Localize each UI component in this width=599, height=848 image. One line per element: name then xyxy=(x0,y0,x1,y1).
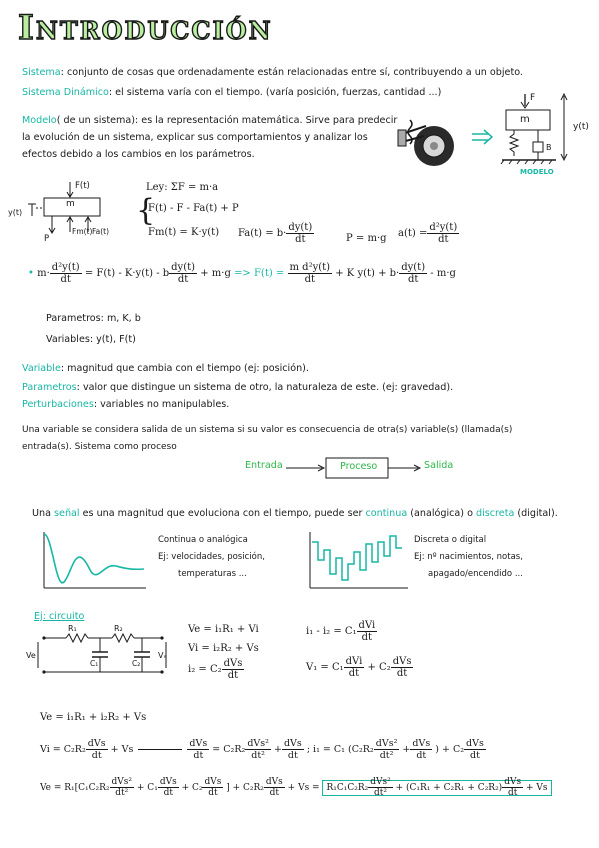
f3-frac-b1: $\frac{\text{dVs²}}{\text{dt²}}$ xyxy=(370,777,391,798)
f2-frac-e: $\frac{\text{dVs}}{dt}$ xyxy=(466,738,484,761)
circ-eq-5-lhs: V₁ = C₁ xyxy=(306,662,344,673)
rc-circuit-diagram xyxy=(36,624,168,682)
fbd-label-y: y(t) xyxy=(8,208,23,217)
f2-pmid: + xyxy=(402,744,411,755)
discreta-ej1: Ej: nº nacimientos, notas, xyxy=(414,552,523,562)
term-parametros: Parametros xyxy=(22,382,77,393)
f3-lhs: Ve = R₁[C₁C₂R₂ xyxy=(40,783,110,793)
f3-frac-b2: $\frac{\text{dVs}}{dt}$ xyxy=(504,777,522,798)
senal-definition xyxy=(32,507,558,520)
final-eq-1: Ve = i₁R₁ + i₂R₂ + Vs xyxy=(40,712,147,723)
circ-eq-3-frac: $\frac{\text{dVs}}{dt}$ xyxy=(223,658,243,681)
main-rhs-mid: + K y(t) + b· xyxy=(335,268,400,279)
continua-ej2: temperaturas ... xyxy=(178,569,247,579)
f2-long-arrow xyxy=(138,749,182,750)
f3-bmid: + (C₁R₁ + C₂R₁ + C₂R₂) xyxy=(395,783,503,793)
circuit-c1: C₁ xyxy=(90,659,99,668)
term-perturbaciones: Perturbaciones xyxy=(22,399,94,410)
f2-frac-r0: $\frac{\text{dVs}}{dt}$ xyxy=(189,738,208,761)
circ-eq-5-frac-2: $\frac{\text{dVs}}{dt}$ xyxy=(392,656,412,679)
text-sistema: : conjunto de cosas que ordenadamente están relacionadas entre sí, contribuyendo a un objeto. xyxy=(60,67,523,78)
main-rhs-tail: - m·g xyxy=(430,268,456,279)
f3-box-close xyxy=(549,780,552,796)
discreta-title: Discreta o digital xyxy=(414,535,487,545)
main-frac-3: $\frac{\text{m d²y(t)}}{dt}$ xyxy=(289,262,331,285)
def-modelo-3: efectos debido a los cambios en los parámetros. xyxy=(22,149,255,160)
circuit-title: Ej: circuito xyxy=(34,611,85,622)
circ-eq-4-lhs: i₁ - i₂ = C₁ xyxy=(306,626,357,637)
text-perturbaciones: : variables no manipulables. xyxy=(93,399,230,410)
variables-list: Variables: y(t), F(t) xyxy=(46,334,136,345)
def-salida-2: entrada(s). Sistema como proceso xyxy=(22,442,177,452)
implies-arrow xyxy=(470,128,496,148)
senal-analog: (analógica) o xyxy=(410,508,473,519)
f3-box: R₁C₁C₂R₂ xyxy=(326,783,369,793)
process-entrada: Entrada xyxy=(245,460,283,471)
model-label-f: F xyxy=(530,93,536,103)
newton-heading: Ley: ΣF = m·a xyxy=(146,182,219,193)
fa-lhs: Fa(t) = b· xyxy=(238,228,287,239)
circ-eq-4 xyxy=(306,620,377,643)
circuit-r1: R₁ xyxy=(68,624,77,633)
def-variable xyxy=(22,362,309,375)
f2-semi: ; i₁ = C₁ xyxy=(306,744,345,755)
fa-fraction: $\frac{dy(t)}{dt}$ xyxy=(288,222,313,245)
final-eq-3 xyxy=(40,777,552,798)
newton-a xyxy=(398,222,459,245)
main-equation xyxy=(28,262,456,285)
main-frac-2: $\frac{dy(t)}{dt}$ xyxy=(171,262,196,285)
f3-a: + C₁ xyxy=(136,783,158,793)
main-tail: + m·g xyxy=(200,268,231,279)
f2-frac-r1: $\frac{\text{dVs²}}{\text{dt²}}$ xyxy=(247,738,269,761)
f2-tail: + Vs xyxy=(110,744,134,755)
circ-eq-5-mid: + C₂ xyxy=(367,662,391,673)
f3-boxed-expression xyxy=(322,777,548,798)
fbd-label-m: m xyxy=(66,199,75,209)
main-mid: = F(t) - K·y(t) - b xyxy=(84,268,170,279)
f2-paren: (C₂R₂ xyxy=(348,744,374,755)
f2-frac-r2: $\frac{\text{dVs}}{dt}$ xyxy=(283,738,302,761)
circuit-ve: Ve xyxy=(26,651,36,660)
circ-eq-4-frac: $\frac{\text{dVi}}{dt}$ xyxy=(358,620,376,643)
main-rhs-lhs: F(t) = xyxy=(253,268,285,279)
fbd-label-p: P xyxy=(44,234,50,244)
f2-rmid: + xyxy=(273,744,282,755)
def-modelo-2: la evolución de un sistema, explicar sus comportamientos y analizar los xyxy=(22,132,368,143)
model-label-m: m xyxy=(520,114,530,125)
def-sistema xyxy=(22,66,523,79)
term-sistema: Sistema xyxy=(22,67,61,78)
main-frac-1: $\frac{\text{d²y(t)}}{dt}$ xyxy=(51,262,80,285)
f2-pend: ) + C₂ xyxy=(435,744,465,755)
f3-frac-1: $\frac{\text{dVs²}}{\text{dt²}}$ xyxy=(111,777,133,798)
continua-ej1: Ej: velocidades, posición, xyxy=(158,552,265,562)
text-modelo-1: ( de un sistema): es la representación matemática. Sirve para predecir xyxy=(56,115,398,126)
main-bullet: • xyxy=(28,268,34,279)
main-frac-4: $\frac{dy(t)}{dt}$ xyxy=(401,262,426,285)
process-salida: Salida xyxy=(424,460,454,471)
circ-eq-2: Vi = i₂R₂ + Vs xyxy=(188,643,259,654)
def-salida-1: Una variable se considera salida de un sistema si su valor es consecuencia de otra(s) variable(s) (llamada(s) xyxy=(22,425,513,435)
model-caption: MODELO xyxy=(520,168,554,176)
mass-spring-damper-model xyxy=(500,92,595,180)
text-parametros: : valor que distingue un sistema de otro, la naturaleza de este. (ej: gravedad). xyxy=(76,382,454,393)
circuit-vs: Vₛ xyxy=(158,651,167,660)
f2-r: = C₂R₂ xyxy=(212,744,246,755)
f2-frac-p2: $\frac{\text{dVs}}{dt}$ xyxy=(412,738,431,761)
circuit-c2: C₂ xyxy=(132,659,141,668)
term-modelo: Modelo xyxy=(22,115,57,126)
a-lhs: a(t) = xyxy=(398,228,428,239)
wheel-suspension-illustration xyxy=(396,112,462,172)
fbd-label-fm: Fm(t) xyxy=(72,227,93,236)
fbd-label-ft: F(t) xyxy=(75,181,90,191)
final-eq-2 xyxy=(40,738,486,761)
f2-frac-p1: $\frac{\text{dVs²}}{\text{dt²}}$ xyxy=(375,738,398,761)
f3-frac-4: $\frac{\text{dVs}}{dt}$ xyxy=(265,777,283,798)
def-perturbaciones xyxy=(22,398,229,411)
page-title: Introducción xyxy=(18,8,273,48)
discreta-ej2: apagado/encendido ... xyxy=(428,569,523,579)
process-proceso: Proceso xyxy=(340,461,378,472)
circ-eq-1: Ve = i₁R₁ + Vi xyxy=(188,624,259,635)
continua-title: Continua o analógica xyxy=(158,535,248,545)
senal-mid: es una magnitud que evoluciona con el tiempo, puede ser xyxy=(82,508,363,519)
senal-term: señal xyxy=(54,508,80,519)
newton-fa xyxy=(238,222,314,245)
newton-line1: F(t) - F - Fa(t) + P xyxy=(148,203,239,214)
model-label-b: B xyxy=(546,143,552,152)
circuit-r2: R₂ xyxy=(114,624,123,633)
senal-pre: Una xyxy=(32,508,51,519)
a-fraction: $\frac{\text{d²y(t)}}{dt}$ xyxy=(429,222,458,245)
text-variable: : magnitud que cambia con el tiempo (ej: posición). xyxy=(60,363,309,374)
circ-eq-5 xyxy=(306,656,413,679)
def-modelo-1 xyxy=(22,114,397,127)
f2-frac-1: $\frac{\text{dVs}}{dt}$ xyxy=(87,738,106,761)
def-parametros xyxy=(22,381,453,394)
f3-frac-2: $\frac{\text{dVs}}{dt}$ xyxy=(159,777,177,798)
fbd-label-fa: Fa(t) xyxy=(92,227,110,236)
f3-e: + Vs = xyxy=(287,783,320,793)
newton-brace: { xyxy=(136,193,156,228)
model-label-y: y(t) xyxy=(573,122,589,132)
main-arrow: => xyxy=(234,268,251,279)
main-m: m· xyxy=(37,268,50,279)
discrete-signal-plot xyxy=(304,530,410,592)
def-dinamico xyxy=(22,86,441,99)
f3-b: + C₂ xyxy=(181,783,203,793)
circ-eq-3-lhs: i₂ = C₂ xyxy=(188,664,222,675)
f3-bend: + Vs xyxy=(525,783,548,793)
newton-p: P = m·g xyxy=(346,233,387,244)
term-variable: Variable xyxy=(22,363,61,374)
f3-c: ] + C₂R₂ xyxy=(226,783,264,793)
text-dinamico: : el sistema varía con el tiempo. (varía posición, fuerzas, cantidad ...) xyxy=(108,87,442,98)
continuous-signal-plot xyxy=(38,530,150,592)
senal-continua: continua xyxy=(365,508,408,519)
f2-lhs: Vi = C₂R₂ xyxy=(40,744,86,755)
senal-discreta: discreta xyxy=(476,508,515,519)
f3-frac-3: $\frac{\text{dVs}}{dt}$ xyxy=(204,777,222,798)
circ-eq-3 xyxy=(188,658,244,681)
term-dinamico: Sistema Dinámico xyxy=(22,87,109,98)
params-list: Parametros: m, K, b xyxy=(46,313,141,324)
senal-digital: (digital). xyxy=(517,508,558,519)
newton-line2: Fm(t) = K·y(t) xyxy=(148,227,220,238)
circ-eq-5-frac-1: $\frac{\text{dVi}}{dt}$ xyxy=(345,656,363,679)
